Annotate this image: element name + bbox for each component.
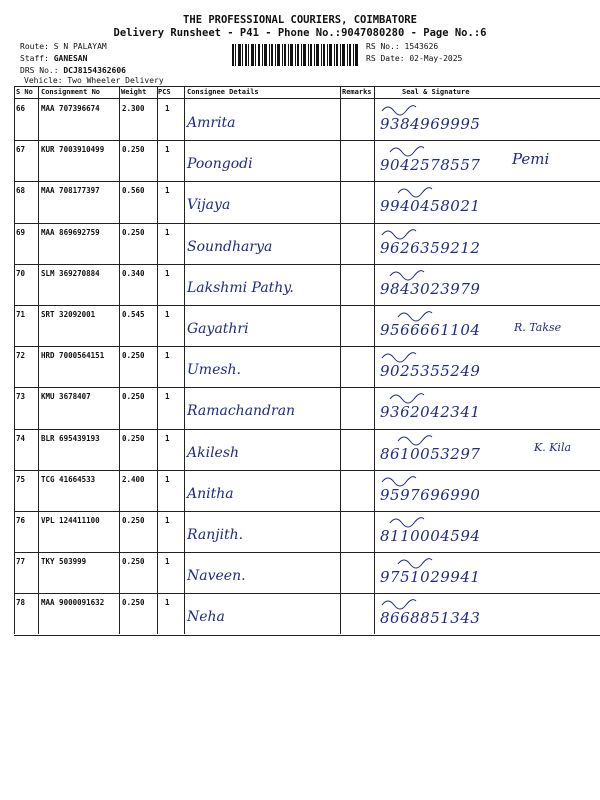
row-consignment-no: MAA 708177397 (41, 186, 100, 196)
handwritten-consignee-name: Gayathri (187, 321, 249, 337)
row-weight: 0.250 (122, 351, 145, 361)
row-consignment-no: SRT 32092001 (41, 310, 96, 319)
row-pcs: 1 (165, 227, 170, 237)
signature-scribble (14, 223, 600, 265)
row-sno: 69 (16, 227, 26, 237)
row-sno: 71 (16, 310, 26, 319)
row-weight: 0.560 (122, 186, 145, 196)
row-consignment-no: SLM 369270884 (41, 268, 100, 278)
row-pcs: 1 (165, 104, 170, 113)
handwritten-phone-number: 9751029941 (380, 568, 481, 587)
drs-label (20, 66, 126, 75)
column-header-consignment: Consignment No (41, 88, 101, 96)
table-row (14, 264, 600, 306)
row-pcs: 1 (165, 557, 170, 567)
handwritten-phone-number: 9843023979 (380, 279, 481, 298)
handwritten-phone-number: 9597696990 (380, 485, 481, 504)
column-header-seal: Seal & Signature (402, 88, 470, 96)
row-weight: 0.250 (122, 227, 145, 237)
signature-note: R. Takse (514, 321, 562, 334)
row-weight: 0.250 (122, 433, 145, 443)
handwritten-consignee-name: Ranjith. (187, 527, 244, 543)
row-weight: 0.250 (122, 598, 145, 608)
handwritten-phone-number: 9626359212 (380, 238, 481, 257)
row-consignment-no: HRD 7000564151 (41, 351, 105, 361)
handwritten-consignee-name: Soundharya (187, 238, 273, 255)
row-consignment-no: MAA 869692759 (41, 227, 100, 237)
row-pcs: 1 (165, 310, 170, 319)
handwritten-consignee-name: Akilesh (187, 444, 240, 461)
row-weight: 2.300 (122, 104, 145, 113)
delivery-table (14, 86, 600, 634)
signature-scribble (14, 429, 600, 471)
row-pcs: 1 (165, 268, 170, 278)
row-sno: 75 (16, 474, 26, 484)
row-consignment-no: TKY 503999 (41, 557, 87, 567)
table-row (14, 223, 600, 265)
row-consignment-no: BLR 695439193 (41, 433, 100, 443)
row-sno: 70 (16, 268, 26, 278)
signature-scribble (14, 470, 600, 512)
column-header-remarks: Remarks (342, 88, 372, 96)
vehicle-label: Vehicle: Two Wheeler Delivery (24, 76, 164, 85)
barcode-image (232, 44, 358, 66)
staff-name: GANESAN (53, 54, 88, 63)
row-pcs: 1 (165, 392, 170, 402)
handwritten-phone-number: 8668851343 (380, 609, 481, 628)
signature-scribble (14, 99, 600, 141)
rs-date: RS Date: 02-May-2025 (366, 54, 463, 63)
row-weight: 0.250 (122, 516, 145, 525)
row-consignment-no: MAA 9000091632 (41, 598, 105, 608)
row-sno: 68 (16, 186, 26, 196)
column-header-sno: S No (16, 88, 33, 96)
signature-note: Pemi (512, 150, 550, 169)
drs-label-text: DRS No.: (20, 66, 64, 75)
column-header-pcs: PCS (158, 88, 171, 96)
table-row (14, 429, 600, 471)
row-sno: 77 (16, 557, 26, 567)
signature-scribble (14, 181, 600, 223)
signature-scribble (14, 387, 600, 429)
handwritten-phone-number: 9384969995 (380, 115, 481, 133)
handwritten-phone-number: 9566661104 (380, 321, 481, 339)
handwritten-consignee-name: Vijaya (187, 197, 231, 214)
table-row (14, 387, 600, 429)
row-pcs: 1 (165, 186, 170, 196)
runsheet-title: Delivery Runsheet - P41 - Phone No.:9047080280 - Page No.:6 (113, 27, 487, 39)
row-weight: 0.545 (122, 310, 145, 319)
table-row (14, 552, 600, 594)
row-consignment-no: MAA 707396674 (41, 104, 100, 113)
handwritten-consignee-name: Lakshmi Pathy. (187, 279, 294, 296)
table-row (14, 181, 600, 223)
handwritten-consignee-name: Anitha (187, 485, 234, 502)
handwritten-phone-number: 8110004594 (380, 527, 481, 545)
signature-scribble (14, 305, 600, 347)
rs-number: RS No.: 1543626 (366, 42, 439, 51)
row-pcs: 1 (165, 474, 170, 484)
staff-label (20, 54, 87, 63)
row-weight: 0.250 (122, 557, 145, 567)
row-divider (14, 635, 600, 636)
signature-note: K. Kila (534, 440, 572, 454)
table-row (14, 99, 600, 141)
row-pcs: 1 (165, 598, 170, 608)
handwritten-phone-number: 9042578557 (380, 156, 481, 175)
row-pcs: 1 (165, 433, 170, 443)
row-sno: 67 (16, 145, 26, 155)
row-pcs: 1 (165, 145, 170, 155)
drs-number: DCJ8154362606 (63, 66, 126, 75)
row-pcs: 1 (165, 351, 170, 361)
handwritten-consignee-name: Umesh. (187, 362, 242, 379)
row-weight: 0.250 (122, 145, 145, 155)
handwritten-consignee-name: Amrita (187, 115, 236, 131)
row-consignment-no: VPL 124411100 (41, 516, 100, 525)
signature-scribble (14, 511, 600, 553)
column-header-weight: Weight (121, 88, 147, 96)
row-sno: 73 (16, 392, 26, 402)
row-pcs: 1 (165, 516, 170, 525)
staff-label-text: Staff: (20, 54, 54, 63)
row-sno: 72 (16, 351, 26, 361)
table-row (14, 593, 600, 635)
handwritten-phone-number: 9025355249 (380, 362, 481, 381)
signature-scribble (14, 552, 600, 594)
table-border-top (14, 86, 600, 87)
row-sno: 76 (16, 516, 26, 525)
row-sno: 78 (16, 598, 26, 608)
handwritten-consignee-name: Ramachandran (187, 403, 296, 420)
table-row (14, 305, 600, 347)
row-consignment-no: KUR 7003910499 (41, 145, 105, 155)
handwritten-consignee-name: Poongodi (187, 156, 253, 173)
row-weight: 0.250 (122, 392, 145, 402)
row-weight: 0.340 (122, 268, 145, 278)
route-label: Route: S N PALAYAM (20, 42, 107, 51)
row-weight: 2.400 (122, 474, 145, 484)
table-row (14, 511, 600, 553)
handwritten-phone-number: 9362042341 (380, 403, 481, 422)
row-consignment-no: TCG 41664533 (41, 474, 96, 484)
row-sno: 66 (16, 104, 26, 113)
row-consignment-no: KMU 3678407 (41, 392, 91, 402)
table-row (14, 346, 600, 388)
handwritten-consignee-name: Naveen. (187, 568, 246, 585)
signature-scribble (14, 264, 600, 306)
table-row (14, 470, 600, 512)
column-header-consignee: Consignee Details (187, 88, 259, 96)
handwritten-phone-number: 8610053297 (380, 444, 481, 463)
row-sno: 74 (16, 433, 26, 443)
company-title: THE PROFESSIONAL COURIERS, COIMBATORE (183, 14, 417, 26)
handwritten-phone-number: 9940458021 (380, 197, 481, 216)
handwritten-consignee-name: Neha (187, 609, 225, 626)
